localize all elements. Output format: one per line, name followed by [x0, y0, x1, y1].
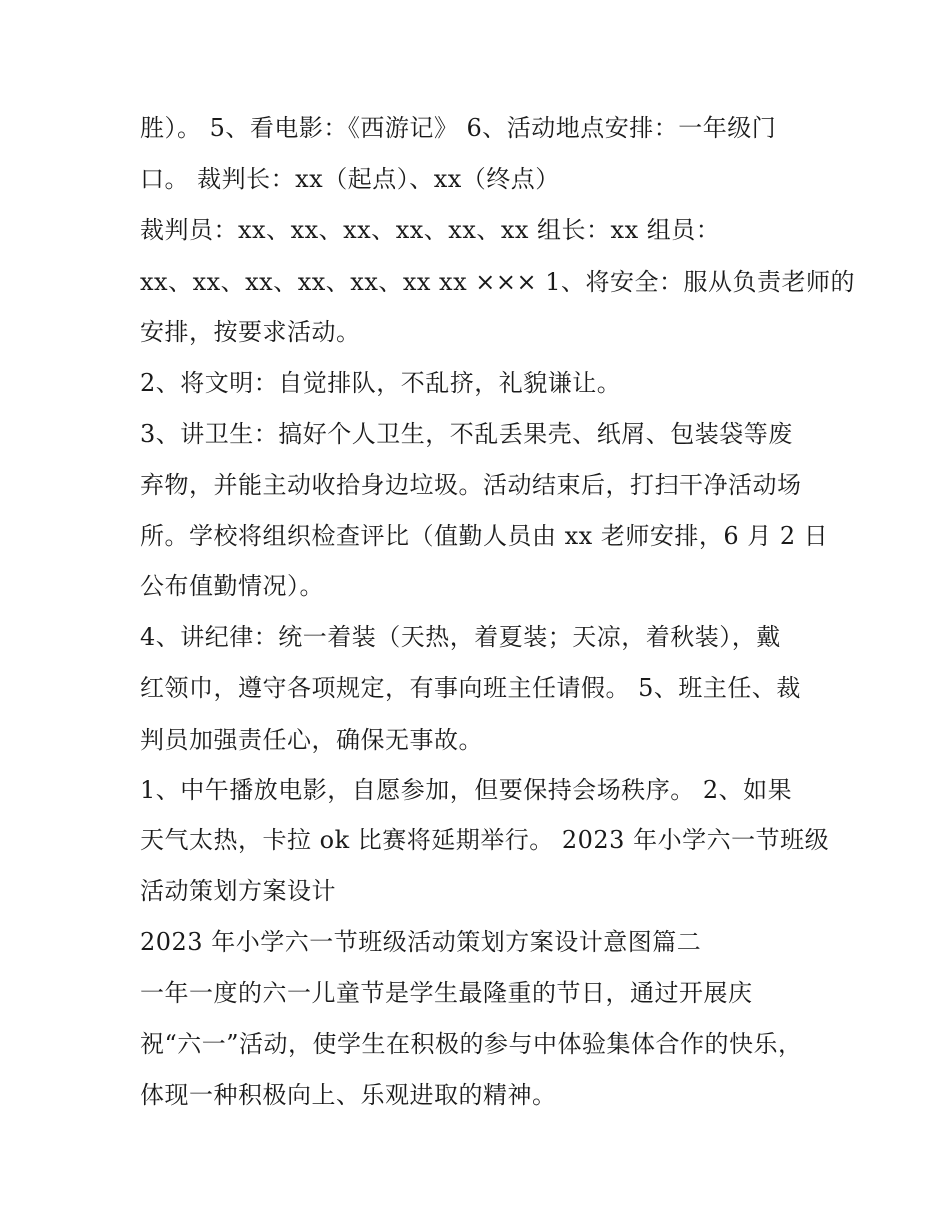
text-line: 3、讲卫生：搞好个人卫生，不乱丢果壳、纸屑、包装袋等废: [140, 420, 793, 448]
text-line: 所。学校将组织检查评比（值勤人员由 xx 老师安排，6 月 2 日: [140, 522, 829, 550]
text-line: 胜）。 5、看电影：《西游记》 6、活动地点安排：一年级门: [140, 114, 777, 142]
text-line: 2023 年小学六一节班级活动策划方案设计意图篇二: [140, 928, 702, 956]
text-line: 4、讲纪律：统一着装（天热，着夏装；天凉，着秋装），戴: [140, 623, 781, 651]
text-line: 判员加强责任心，确保无事故。: [140, 726, 483, 754]
text-line: 1、中午播放电影，自愿参加，但要保持会场秩序。 2、如果: [140, 776, 793, 804]
text-line: 活动策划方案设计: [140, 877, 336, 905]
text-line: 红领巾，遵守各项规定，有事向班主任请假。 5、班主任、裁: [140, 674, 801, 702]
text-line: 弃物，并能主动收拾身边垃圾。活动结束后，打扫干净活动场: [140, 471, 802, 499]
text-line: 一年一度的六一儿童节是学生最隆重的节日，通过开展庆: [140, 979, 753, 1007]
text-line: 公布值勤情况）。: [140, 572, 324, 600]
text-line: 天气太热，卡拉 ok 比赛将延期举行。 2023 年小学六一节班级: [140, 826, 830, 854]
text-line: 裁判员：xx、xx、xx、xx、xx、xx 组长：xx 组员：: [140, 216, 721, 244]
text-line: 口。 裁判长：xx（起点）、xx（终点）: [140, 165, 560, 193]
text-line: 2、将文明：自觉排队，不乱挤，礼貌谦让。: [140, 369, 622, 397]
text-line: 祝“六一”活动，使学生在积极的参与中体验集体合作的快乐，: [140, 1030, 803, 1058]
text-line: xx、xx、xx、xx、xx、xx xx ××× 1、将安全：服从负责老师的: [140, 268, 855, 296]
text-line: 体现一种积极向上、乐观进取的精神。: [140, 1081, 557, 1109]
text-line: 安排，按要求活动。: [140, 318, 361, 346]
